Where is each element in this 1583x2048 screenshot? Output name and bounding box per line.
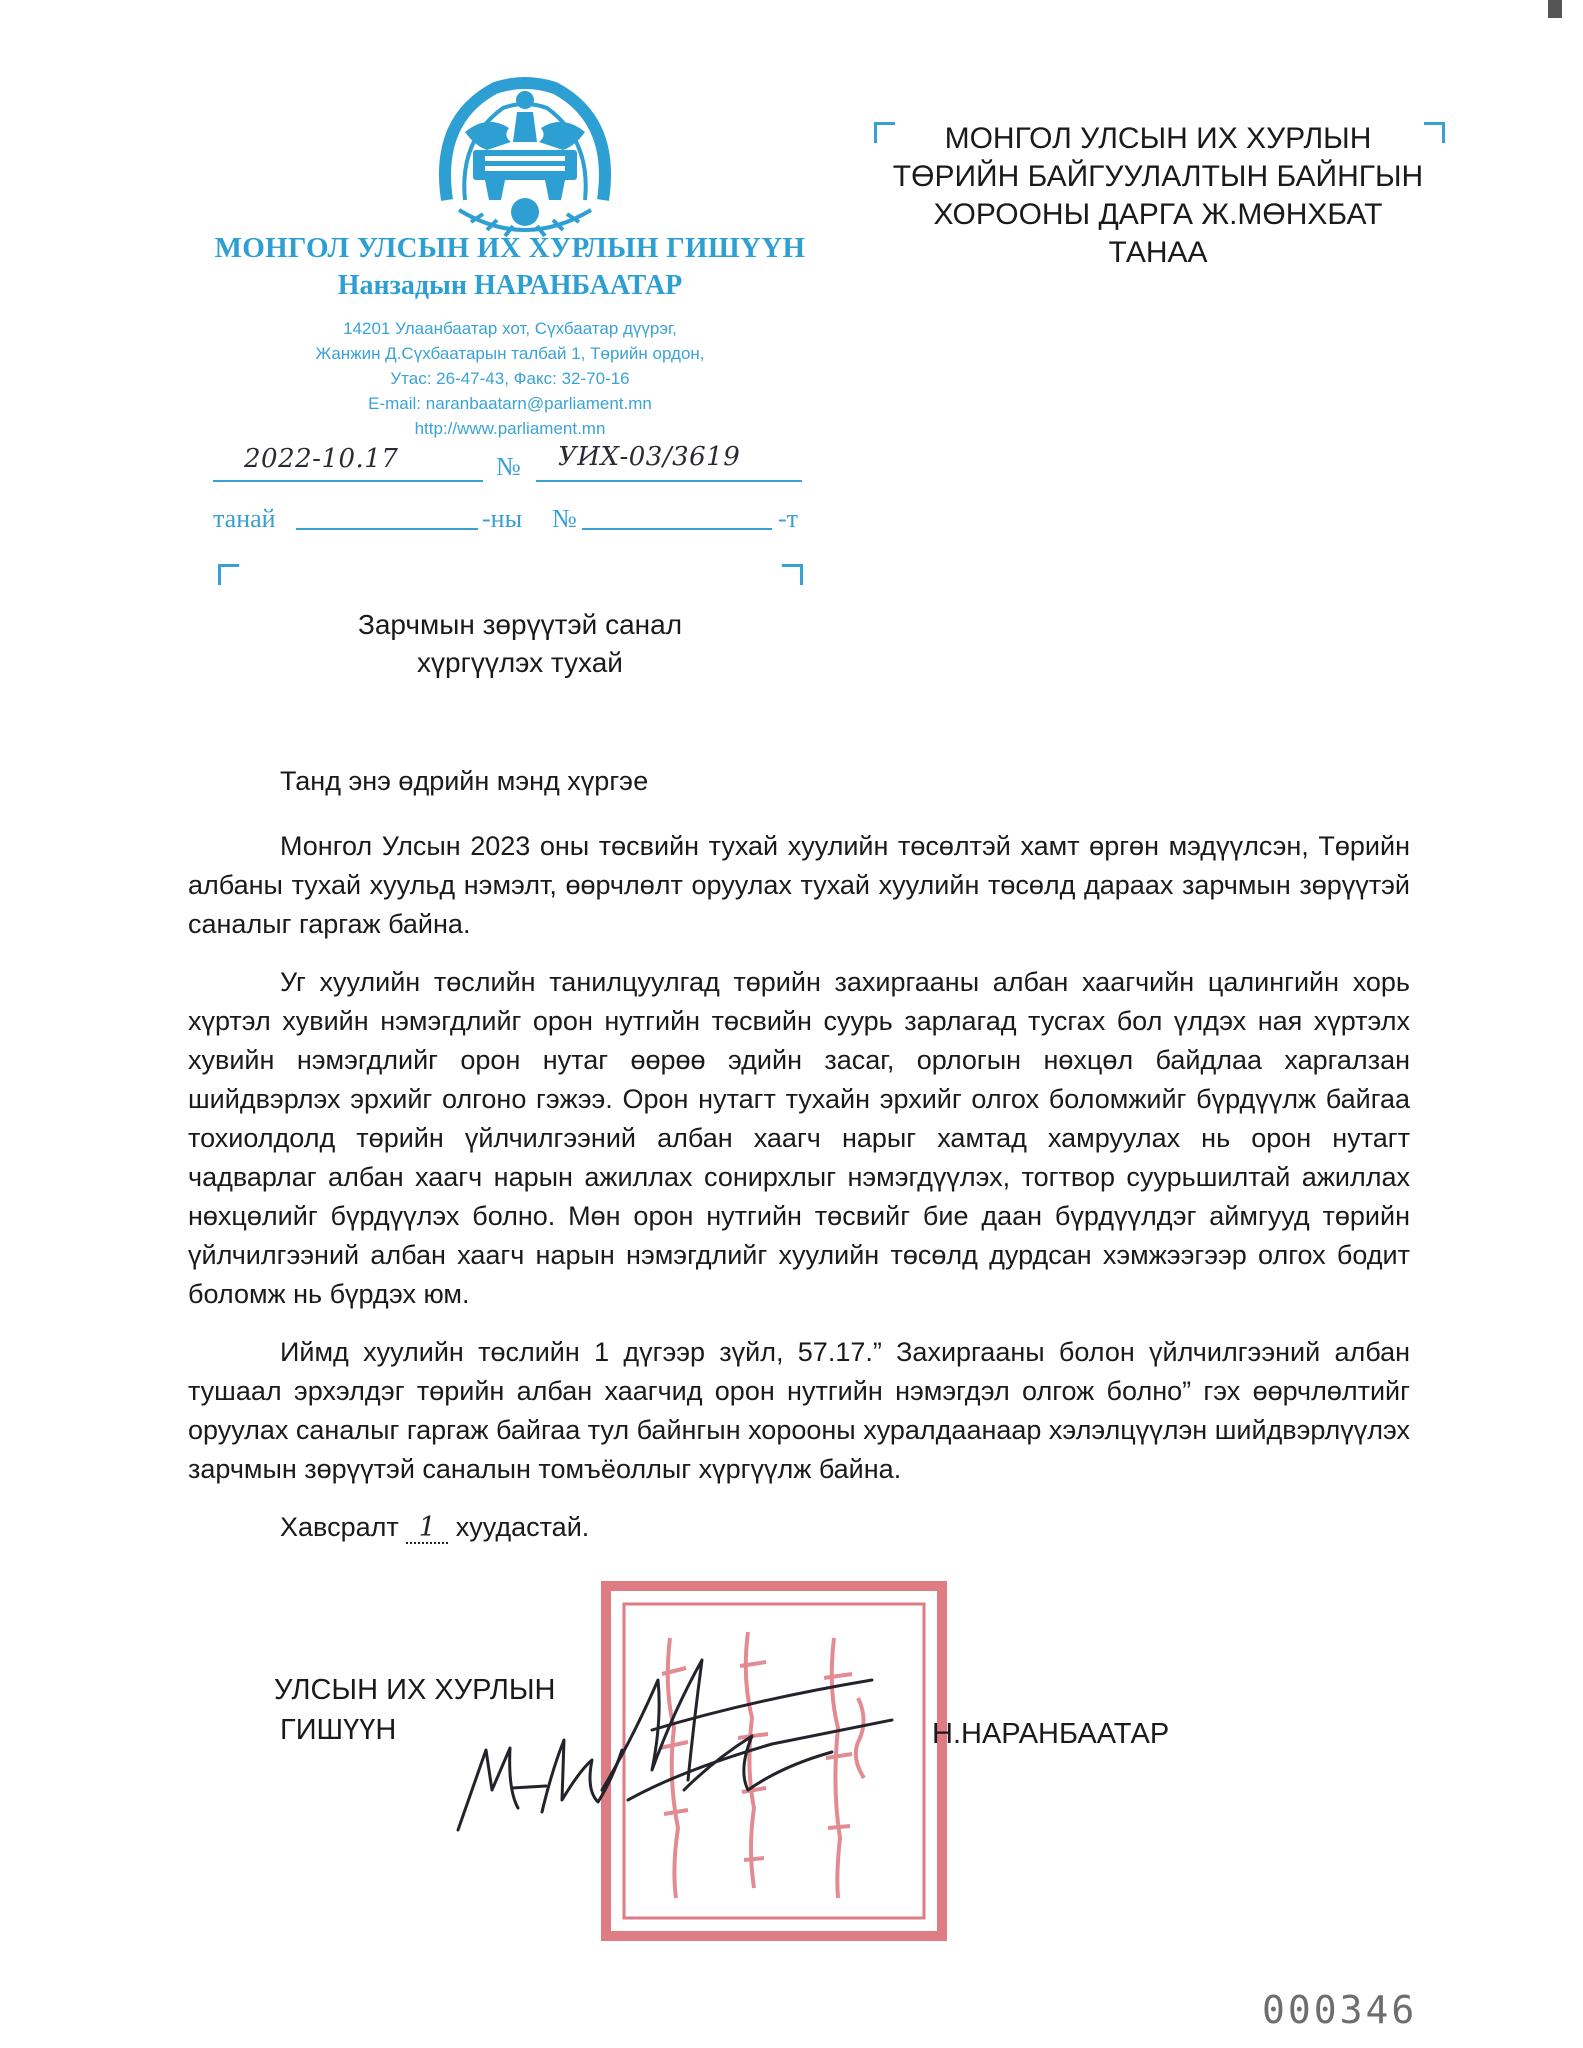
- scan-edge-mark: [1548, 0, 1562, 18]
- your-ref-suffix: -ны: [482, 504, 523, 533]
- greeting: Танд энэ өдрийн мэнд хүргэе: [280, 766, 649, 796]
- state-emblem-icon: [425, 50, 625, 250]
- letter-subject: [250, 606, 790, 682]
- address-line: Жанжин Д.Сүхбаатарын талбай 1, Төрийн ордон,: [315, 344, 705, 363]
- address-corner-mark: [218, 564, 239, 585]
- number-underline: [536, 480, 802, 482]
- your-num-suffix: -т: [778, 504, 799, 533]
- recipient-block: [878, 120, 1438, 272]
- handwritten-date: 2022-10.17: [244, 444, 399, 474]
- subject-line: хүргүүлэх тухай: [417, 647, 623, 678]
- website-line: http://www.parliament.mn: [414, 419, 606, 438]
- recipient-line: ТӨРИЙН БАЙГУУЛАЛТЫН БАЙНГЫН: [892, 160, 1424, 193]
- number-label: №: [496, 452, 521, 481]
- attachment-suffix: хуудастай.: [455, 1512, 590, 1542]
- your-num-label: №: [552, 504, 577, 533]
- handwritten-number: УИХ-03/3619: [558, 442, 741, 472]
- letterhead-address: [210, 316, 810, 441]
- recipient-line: МОНГОЛ УЛСЫН ИХ ХУРЛЫН: [944, 122, 1372, 155]
- body-paragraph: Иймд хуулийн төслийн 1 дүгээр зүйл, 57.17.” Захиргааны болон үйлчилгээний албан тушаал эрхэлдэг төрийн албан хаагчид орон нутгийн нэмэгдэл олгож болно” гэх өөрчлөлтийг оруулах саналыг гаргаж байгаа тул байнгын хорооны хуралдаанаар хэлэлцүүлэн шийдвэрлүүлэх зарчмын зөрүүтэй саналын томъёоллыг хүргүүлж байна.: [188, 1337, 1410, 1484]
- letter-body: [188, 762, 1410, 1566]
- serial-number: 000346: [1262, 1988, 1418, 2032]
- attachment-prefix: Хавсралт: [280, 1512, 399, 1542]
- recipient-line: ТАНАА: [1108, 236, 1208, 269]
- recipient-line: ХОРООНЫ ДАРГА Ж.МӨНХБАТ: [933, 198, 1383, 231]
- body-paragraph: Монгол Улсын 2023 оны төсвийн тухай хуулийн төсөлтэй хамт өргөн мэдүүлсэн, Төрийн албаны тухай хуульд нэмэлт, өөрчлөлт оруулах тухай хуулийн төсөлд дараах зарчмын зөрүүтэй саналыг гаргаж байна.: [188, 831, 1410, 939]
- attachment-count: 1: [406, 1514, 448, 1544]
- signatory-title-line: ГИШҮҮН: [280, 1714, 397, 1746]
- address-corner-mark: [782, 564, 803, 585]
- body-paragraph: Уг хуулийн төслийн танилцуулгад төрийн захиргааны албан хаагчийн цалингийн хорь хүртэл хувийн нэмэгдлийг орон нутгийн төсвийн суурь зарлагад тусгах бол үлдэх ная хүртэлх хувийн нэмэгдлийг орон нутаг өөрөө эдийн засаг, орлогын нөхцөл байдлаа харгалзан шийдвэрлэх эрхийг олгоно гэжээ. Орон нутагт тухайн эрхийг олгох боломжийг бүрдүүлж байгаа тохиолдолд төрийн үйлчилгээний албан хаагч нарыг хамтад хамруулах нь орон нутагт чадварлаг албан хаагч нарын ажиллах сонирхлыг нэмэгдүүлэх, тогтвор суурьшилтай ажиллах нөхцөлийг бүрдүүлэх болно. Мөн орон нутгийн төсвийг бие даан бүрдүүлдэг аймгууд төрийн үйлчилгээний албан хаагч нарын нэмэгдлийг хуулийн төсөлд дурдсан хэмжээгээр олгох бодит боломж нь бүрдэх юм.: [188, 967, 1410, 1309]
- your-num-underline: [582, 528, 772, 530]
- address-line: 14201 Улаанбаатар хот, Сүхбаатар дүүрэг,: [343, 319, 677, 338]
- your-ref-underline: [296, 528, 478, 530]
- letterhead-member-name: Нанзадын НАРАНБААТАР: [337, 270, 683, 301]
- signatory-title-line: УЛСЫН ИХ ХУРЛЫН: [274, 1674, 556, 1706]
- date-underline: [213, 480, 483, 482]
- subject-line: Зарчмын зөрүүтэй санал: [357, 609, 683, 640]
- email-line: E-mail: naranbaatarn@parliament.mn: [368, 394, 652, 413]
- attachment-note: [188, 1508, 1410, 1547]
- signatory-title: [274, 1670, 555, 1750]
- letterhead-org-title: МОНГОЛ УЛСЫН ИХ ХУРЛЫН ГИШҮҮН: [214, 232, 806, 264]
- signatory-name: Н.НАРАНБААТАР: [932, 1718, 1170, 1750]
- phone-fax-line: Утас: 26-47-43, Факс: 32-70-16: [390, 369, 630, 388]
- your-ref-label: танай: [213, 504, 276, 533]
